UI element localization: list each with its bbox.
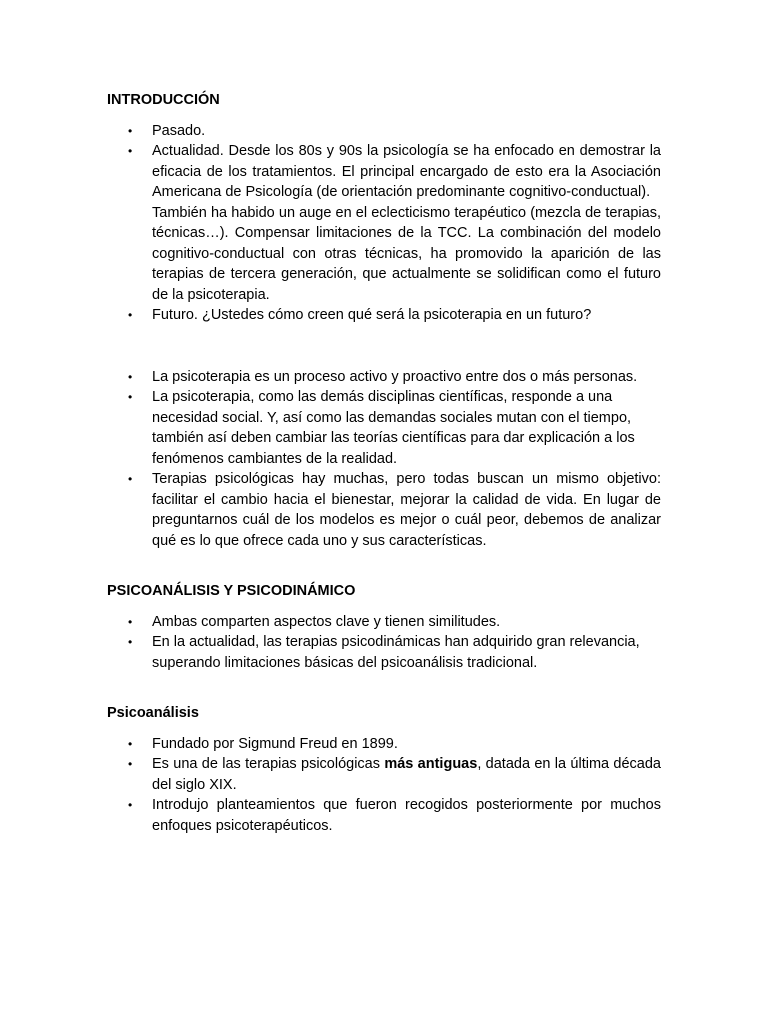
spacer (107, 551, 661, 581)
heading-introduccion: INTRODUCCIÓN (107, 92, 220, 108)
list-item-text-before: Es una de las terapias psicológicas (152, 756, 385, 772)
heading-psicoanalisis-psicodinamico: PSICOANÁLISIS Y PSICODINÁMICO (107, 583, 356, 599)
spacer (107, 111, 661, 121)
psicoanalisis-list (107, 734, 661, 837)
list-item (107, 387, 661, 469)
spacer (107, 326, 661, 367)
list-item-text: La psicoterapia, como las demás disciplinas científicas, responde a una necesidad social. Y, así como las demandas sociales mutan con el tiempo, también así deben cambiar las teorías científicas para dar explicación a los fenómenos cambiantes de la realidad. (152, 389, 635, 467)
spacer (107, 724, 661, 734)
list-item-text-after: , datada en la última década del siglo XIX. (152, 756, 662, 793)
list-item-text: Terapias psicológicas hay muchas, pero todas buscan un mismo objetivo: facilitar el cambio hacia el bienestar, mejorar la calidad de vida. En lugar de preguntarnos cuál de los modelos es mejor o cuál peor, debemos de analizar qué es lo que ofrece cada uno y sus características. (152, 471, 661, 549)
document-page (107, 90, 661, 836)
list-item (107, 121, 661, 142)
bullet-icon: • (128, 757, 133, 771)
spacer (107, 602, 661, 612)
bullet-icon: • (128, 472, 133, 486)
list-item (107, 469, 661, 551)
list-item-continuation: También ha habido un auge en el eclecticismo terapéutico (mezcla de terapias, técnicas…). Compensar limitaciones de la TCC. La combinación del modelo cognitivo-conductual con otras técnicas, ha promovido la aparición de las terapias de tercera generación, que actualmente se solidifican como el futuro de la psicoterapia. (152, 204, 661, 303)
list-item (107, 632, 661, 673)
bullet-icon: • (128, 144, 133, 158)
psicodinamico-list (107, 612, 661, 674)
list-item-text: Actualidad. Desde los 80s y 90s la psicología se ha enfocado en demostrar la eficacia de los tratamientos. El principal encargado de esto era la Asociación Americana de Psicología (de orientación predominante cognitivo-conductual). (152, 143, 661, 200)
list-item (107, 367, 661, 388)
bullet-icon: • (128, 123, 133, 138)
list-item (107, 754, 661, 795)
list-item-text: Introdujo planteamientos que fueron recogidos posteriormente por muchos enfoques psicoterapéuticos. (152, 797, 661, 834)
list-item (107, 795, 661, 836)
list-item (107, 612, 661, 633)
list-item-text: En la actualidad, las terapias psicodinámicas han adquirido gran relevancia, superando limitaciones básicas del psicoanálisis tradicional. (152, 634, 640, 671)
list-item (107, 305, 661, 326)
list-item-text: La psicoterapia es un proceso activo y proactivo entre dos o más personas. (152, 368, 638, 385)
intro-list (107, 121, 661, 326)
bullet-icon: • (128, 308, 133, 322)
list-item-text: Ambas comparten aspectos clave y tienen similitudes. (152, 613, 501, 630)
list-item-text: Futuro. ¿Ustedes cómo creen qué será la psicoterapia en un futuro? (152, 307, 592, 323)
bullet-icon: • (128, 798, 133, 812)
bullet-icon: • (128, 635, 133, 649)
bullet-icon: • (128, 369, 133, 384)
heading-psicoanalisis: Psicoanálisis (107, 705, 199, 721)
spacer (107, 673, 661, 703)
general-list (107, 367, 661, 552)
list-item-text: Pasado. (152, 122, 206, 139)
bullet-icon: • (128, 614, 133, 629)
list-item (107, 734, 661, 755)
list-item (107, 141, 661, 305)
bullet-icon: • (128, 390, 133, 404)
list-item-text-bold: más antiguas (384, 756, 478, 772)
list-item-text: Fundado por Sigmund Freud en 1899. (152, 735, 398, 752)
bullet-icon: • (128, 736, 133, 751)
